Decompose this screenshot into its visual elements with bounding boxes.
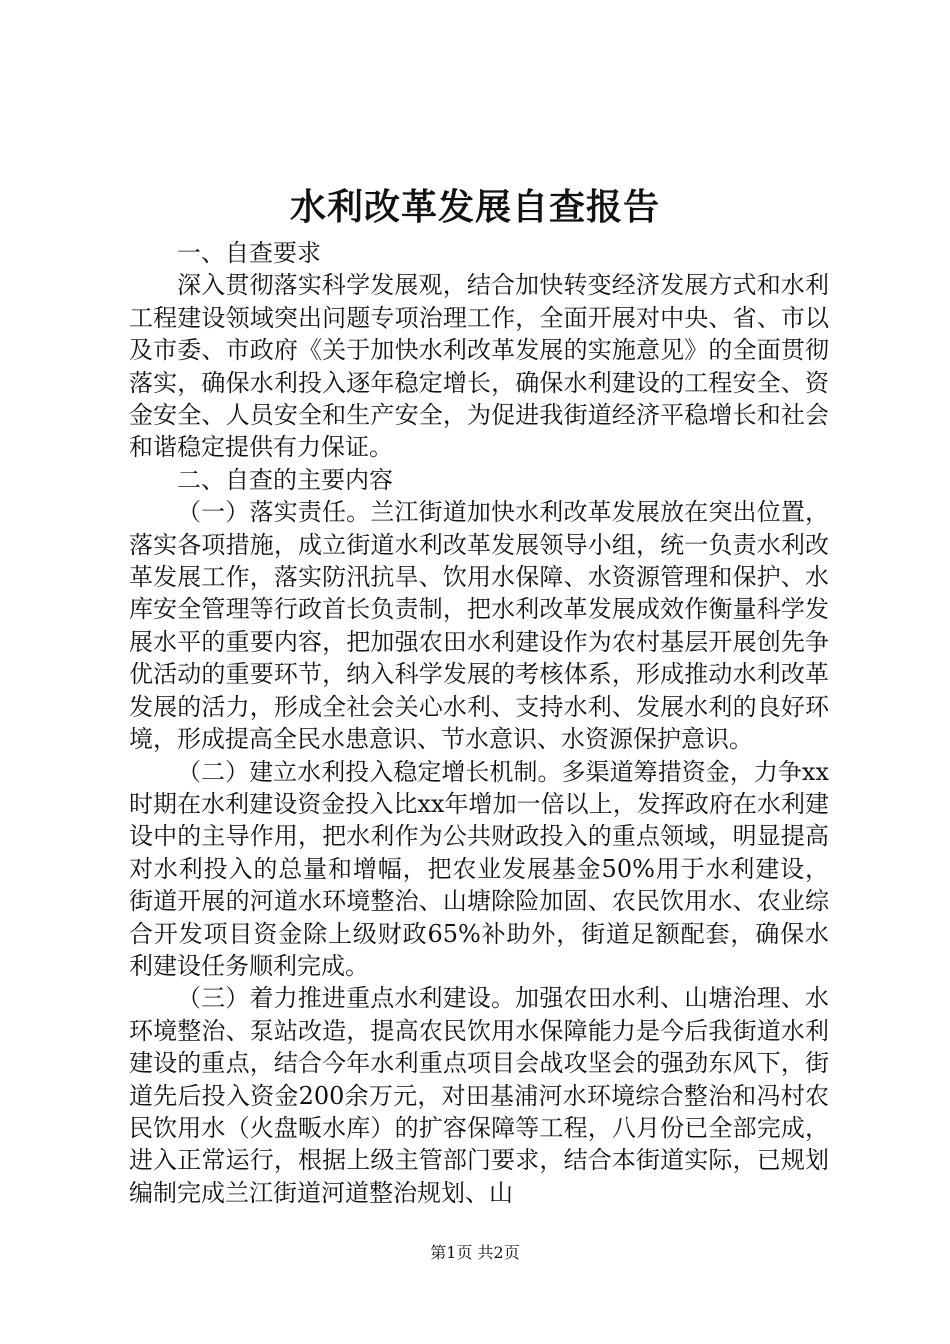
section-heading-requirements: 一、自查要求 xyxy=(177,239,321,267)
document-title: 水利改革发展自查报告 xyxy=(289,186,660,228)
paragraph-key-construction: （三）着力推进重点水利建设。加强农田水利、山塘治理、水环境整治、泵站改造，提高农民饮用水保障能力是今后我街道水利建设的重点，结合今年水利重点项目会战攻坚会的强劲东风下，街道先后投入资金200余万元，对田基浦河水环境综合整治和冯村农民饮用水（火盘畈水库）的扩容保障等工程，八月份已全部完成，进入正常运行，根据上级主管部门要求，结合本街道实际，已规划编制完成兰江街道河道整治规划、山 xyxy=(129,984,829,1207)
document-body xyxy=(129,237,829,1209)
paragraph-investment-mechanism: （二）建立水利投入稳定增长机制。多渠道筹措资金，力争xx时期在水利建设资金投入比xx年增加一倍以上，发挥政府在水利建设中的主导作用，把水利作为公共财政投入的重点领域，明显提高对水利投入的总量和增幅，把农业发展基金50%用于水利建设，街道开展的河道水环境整治、山塘除险加固、农民饮用水、农业综合开发项目资金除上级财政65%补助外，街道足额配套，确保水利建设任务顺利完成。 xyxy=(129,757,829,980)
paragraph-requirements: 深入贯彻落实科学发展观，结合加快转变经济发展方式和水利工程建设领域突出问题专项治理工作，全面开展对中央、省、市以及市委、市政府《关于加快水利改革发展的实施意见》的全面贯彻落实，确保水利投入逐年稳定增长，确保水利建设的工程安全、资金安全、人员安全和生产安全，为促进我街道经济平稳增长和社会和谐稳定提供有力保证。 xyxy=(129,271,829,462)
page-number: 第1页 共2页 xyxy=(430,1243,520,1262)
paragraph-responsibility: （一）落实责任。兰江街道加快水利改革发展放在突出位置，落实各项措施，成立街道水利改革发展领导小组，统一负责水利改革发展工作，落实防汛抗旱、饮用水保障、水资源管理和保护、水库安全管理等行政首长负责制，把水利改革发展成效作衡量科学发展水平的重要内容，把加强农田水利建设作为农村基层开展创先争优活动的重要环节，纳入科学发展的考核体系，形成推动水利改革发展的活力，形成全社会关心水利、支持水利、发展水利的良好环境，形成提高全民水患意识、节水意识、水资源保护意识。 xyxy=(129,498,829,754)
section-heading-main-content: 二、自查的主要内容 xyxy=(177,465,393,494)
